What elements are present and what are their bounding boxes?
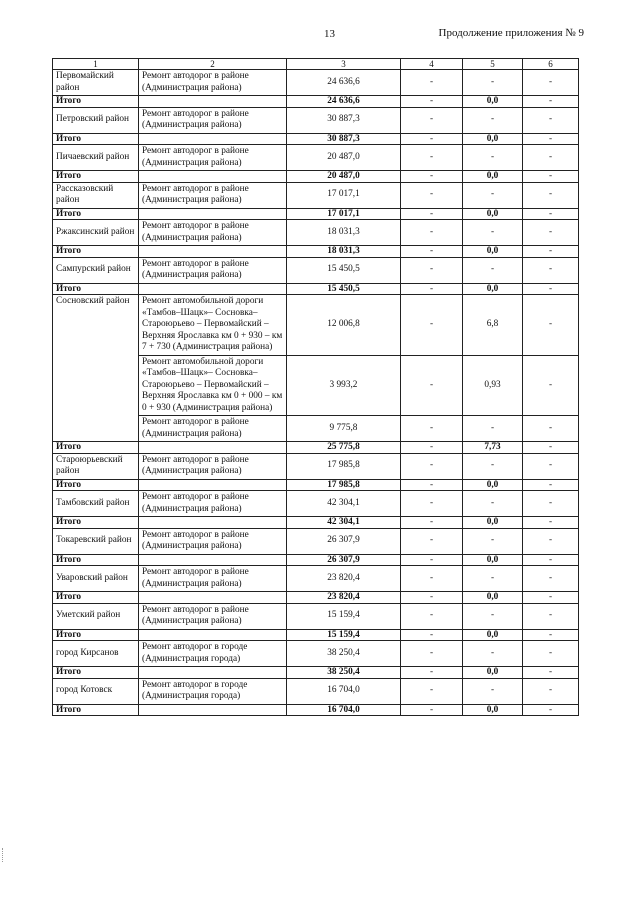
amount-cell: 12 006,8 [287,295,401,356]
table-row [53,220,579,246]
table-row [53,603,579,629]
district-name: город Котовск [53,678,139,704]
total-label: Итого [53,554,139,566]
total-label: Итого [53,246,139,258]
value-cell-5: 0,0 [463,479,523,491]
value-cell-6: - [523,96,579,108]
table-row [53,257,579,283]
amount-cell: 20 487,0 [287,145,401,171]
work-description [139,208,287,220]
table-row [53,145,579,171]
total-label: Итого [53,667,139,679]
continuation-note: Продолжение приложения № 9 [438,27,584,39]
table-body [53,70,579,716]
work-description: Ремонт автодорог в районе (Администрация района) [139,220,287,246]
value-cell-6: - [523,133,579,145]
amount-cell: 16 704,0 [287,704,401,716]
value-cell-5: - [463,528,523,554]
total-label: Итого [53,208,139,220]
work-description [139,704,287,716]
district-name: Сосновский район [53,295,139,442]
value-cell-4: - [401,592,463,604]
total-row [53,133,579,145]
work-description [139,133,287,145]
value-cell-5: - [463,453,523,479]
value-cell-6: - [523,283,579,295]
district-name: Староюрьевский район [53,453,139,479]
value-cell-4: - [401,678,463,704]
value-cell-5: 0,0 [463,704,523,716]
value-cell-4: - [401,416,463,442]
work-description: Ремонт автодорог в городе (Администрация города) [139,678,287,704]
value-cell-4: - [401,641,463,667]
value-cell-4: - [401,442,463,454]
amount-cell: 18 031,3 [287,220,401,246]
value-cell-5: - [463,220,523,246]
value-cell-6: - [523,355,579,416]
amount-cell: 17 017,1 [287,182,401,208]
value-cell-6: - [523,566,579,592]
value-cell-6: - [523,295,579,356]
work-description: Ремонт автодорог в районе (Администрация района) [139,453,287,479]
value-cell-6: - [523,145,579,171]
amount-cell: 9 775,8 [287,416,401,442]
value-cell-4: - [401,479,463,491]
value-cell-4: - [401,517,463,529]
value-cell-6: - [523,704,579,716]
value-cell-4: - [401,355,463,416]
value-cell-5: - [463,416,523,442]
work-description: Ремонт автодорог в районе (Администрация района) [139,182,287,208]
work-description: Ремонт автодорог в районе (Администрация района) [139,70,287,96]
page-number: 13 [324,28,335,40]
value-cell-6: - [523,442,579,454]
column-number: 5 [463,59,523,70]
work-description [139,283,287,295]
value-cell-6: - [523,257,579,283]
value-cell-6: - [523,641,579,667]
value-cell-6: - [523,678,579,704]
value-cell-6: - [523,667,579,679]
total-row [53,667,579,679]
district-name: Уметский район [53,603,139,629]
district-name: Рассказовский район [53,182,139,208]
value-cell-5: - [463,566,523,592]
value-cell-4: - [401,133,463,145]
value-cell-5: - [463,182,523,208]
total-label: Итого [53,629,139,641]
value-cell-4: - [401,554,463,566]
amount-cell: 26 307,9 [287,554,401,566]
value-cell-6: - [523,517,579,529]
value-cell-6: - [523,220,579,246]
value-cell-6: - [523,208,579,220]
column-number: 3 [287,59,401,70]
value-cell-4: - [401,629,463,641]
value-cell-5: 0,0 [463,133,523,145]
total-row [53,629,579,641]
value-cell-6: - [523,416,579,442]
column-number: 1 [53,59,139,70]
work-description: Ремонт автодорог в районе (Администрация района) [139,491,287,517]
table-row [53,491,579,517]
column-number: 2 [139,59,287,70]
work-description [139,442,287,454]
amount-cell: 24 636,6 [287,96,401,108]
total-label: Итого [53,171,139,183]
value-cell-4: - [401,96,463,108]
value-cell-4: - [401,453,463,479]
total-label: Итого [53,133,139,145]
total-label: Итого [53,96,139,108]
value-cell-5: - [463,145,523,171]
amount-cell: 23 820,4 [287,566,401,592]
amount-cell: 3 993,2 [287,355,401,416]
value-cell-5: 0,0 [463,629,523,641]
value-cell-6: - [523,479,579,491]
work-description [139,171,287,183]
work-description: Ремонт автомобильной дороги «Тамбов–Шацк»– Сосновка–Староюрьево – Первомайский – Верхняя Ярославка км 0 + 000 – км 0 + 930 (Администрация района) [139,355,287,416]
work-description [139,592,287,604]
amount-cell: 16 704,0 [287,678,401,704]
value-cell-5: 0,93 [463,355,523,416]
value-cell-4: - [401,145,463,171]
table-row [53,182,579,208]
value-cell-6: - [523,246,579,258]
value-cell-5: - [463,107,523,133]
value-cell-5: 0,0 [463,171,523,183]
value-cell-4: - [401,491,463,517]
value-cell-6: - [523,491,579,517]
work-description: Ремонт автодорог в городе (Администрация города) [139,641,287,667]
value-cell-5: - [463,70,523,96]
work-description [139,554,287,566]
table-row [53,678,579,704]
amount-cell: 17 017,1 [287,208,401,220]
value-cell-5: 0,0 [463,283,523,295]
value-cell-5: 0,0 [463,592,523,604]
appendix-table [52,58,579,716]
value-cell-6: - [523,603,579,629]
table-row [53,528,579,554]
work-description [139,479,287,491]
amount-cell: 42 304,1 [287,517,401,529]
table-row [53,453,579,479]
value-cell-4: - [401,70,463,96]
total-row [53,246,579,258]
district-name: Петровский район [53,107,139,133]
value-cell-6: - [523,171,579,183]
value-cell-4: - [401,283,463,295]
table-row [53,107,579,133]
total-row [53,208,579,220]
value-cell-5: 0,0 [463,96,523,108]
amount-cell: 15 159,4 [287,629,401,641]
total-row [53,704,579,716]
value-cell-4: - [401,220,463,246]
value-cell-5: 0,0 [463,554,523,566]
value-cell-4: - [401,528,463,554]
value-cell-6: - [523,528,579,554]
column-number: 4 [401,59,463,70]
amount-cell: 25 775,8 [287,442,401,454]
amount-cell: 20 487,0 [287,171,401,183]
scan-artifact [2,848,5,862]
value-cell-5: - [463,603,523,629]
amount-cell: 38 250,4 [287,641,401,667]
total-row [53,517,579,529]
work-description [139,96,287,108]
district-name: Сампурский район [53,257,139,283]
total-label: Итого [53,592,139,604]
amount-cell: 42 304,1 [287,491,401,517]
total-label: Итого [53,283,139,295]
total-row [53,283,579,295]
total-label: Итого [53,517,139,529]
value-cell-4: - [401,603,463,629]
column-number-row [53,59,579,70]
work-description: Ремонт автодорог в районе (Администрация района) [139,107,287,133]
value-cell-5: - [463,491,523,517]
district-name: Тамбовский район [53,491,139,517]
amount-cell: 17 985,8 [287,453,401,479]
district-name: Ржаксинский район [53,220,139,246]
district-name: Пичаевский район [53,145,139,171]
total-row [53,479,579,491]
work-description [139,667,287,679]
work-description: Ремонт автодорог в районе (Администрация района) [139,528,287,554]
value-cell-5: - [463,641,523,667]
work-description [139,517,287,529]
amount-cell: 23 820,4 [287,592,401,604]
total-row [53,96,579,108]
work-description: Ремонт автодорог в районе (Администрация района) [139,257,287,283]
total-row [53,171,579,183]
table-row [53,566,579,592]
work-description: Ремонт автодорог в районе (Администрация района) [139,145,287,171]
amount-cell: 15 159,4 [287,603,401,629]
work-description: Ремонт автодорог в районе (Администрация района) [139,566,287,592]
value-cell-4: - [401,171,463,183]
value-cell-5: 0,0 [463,667,523,679]
amount-cell: 15 450,5 [287,257,401,283]
table-row [53,70,579,96]
district-name: Токаревский район [53,528,139,554]
value-cell-4: - [401,208,463,220]
amount-cell: 17 985,8 [287,479,401,491]
value-cell-6: - [523,629,579,641]
value-cell-5: 0,0 [463,517,523,529]
value-cell-4: - [401,182,463,208]
amount-cell: 24 636,6 [287,70,401,96]
total-label: Итого [53,442,139,454]
amount-cell: 30 887,3 [287,133,401,145]
value-cell-6: - [523,107,579,133]
amount-cell: 26 307,9 [287,528,401,554]
amount-cell: 30 887,3 [287,107,401,133]
work-description: Ремонт автомобильной дороги «Тамбов–Шацк»– Сосновка–Староюрьево – Первомайский – Верхняя Ярославка км 0 + 930 – км 7 + 730 (Администрация района) [139,295,287,356]
work-description: Ремонт автодорог в районе (Администрация района) [139,416,287,442]
value-cell-4: - [401,667,463,679]
work-description [139,629,287,641]
amount-cell: 18 031,3 [287,246,401,258]
table-row [53,295,579,356]
value-cell-4: - [401,107,463,133]
district-name: Первомайский район [53,70,139,96]
value-cell-5: 6,8 [463,295,523,356]
value-cell-5: 0,0 [463,246,523,258]
amount-cell: 15 450,5 [287,283,401,295]
district-name: Уваровский район [53,566,139,592]
value-cell-6: - [523,592,579,604]
value-cell-5: - [463,257,523,283]
value-cell-6: - [523,554,579,566]
amount-cell: 38 250,4 [287,667,401,679]
value-cell-5: 7,73 [463,442,523,454]
total-label: Итого [53,479,139,491]
value-cell-4: - [401,566,463,592]
work-description: Ремонт автодорог в районе (Администрация района) [139,603,287,629]
column-number: 6 [523,59,579,70]
table-row [53,641,579,667]
value-cell-4: - [401,295,463,356]
value-cell-5: 0,0 [463,208,523,220]
value-cell-5: - [463,678,523,704]
work-description [139,246,287,258]
total-label: Итого [53,704,139,716]
total-row [53,592,579,604]
value-cell-6: - [523,453,579,479]
value-cell-4: - [401,246,463,258]
district-name: город Кирсанов [53,641,139,667]
value-cell-4: - [401,704,463,716]
value-cell-6: - [523,182,579,208]
value-cell-4: - [401,257,463,283]
total-row [53,554,579,566]
value-cell-6: - [523,70,579,96]
total-row [53,442,579,454]
